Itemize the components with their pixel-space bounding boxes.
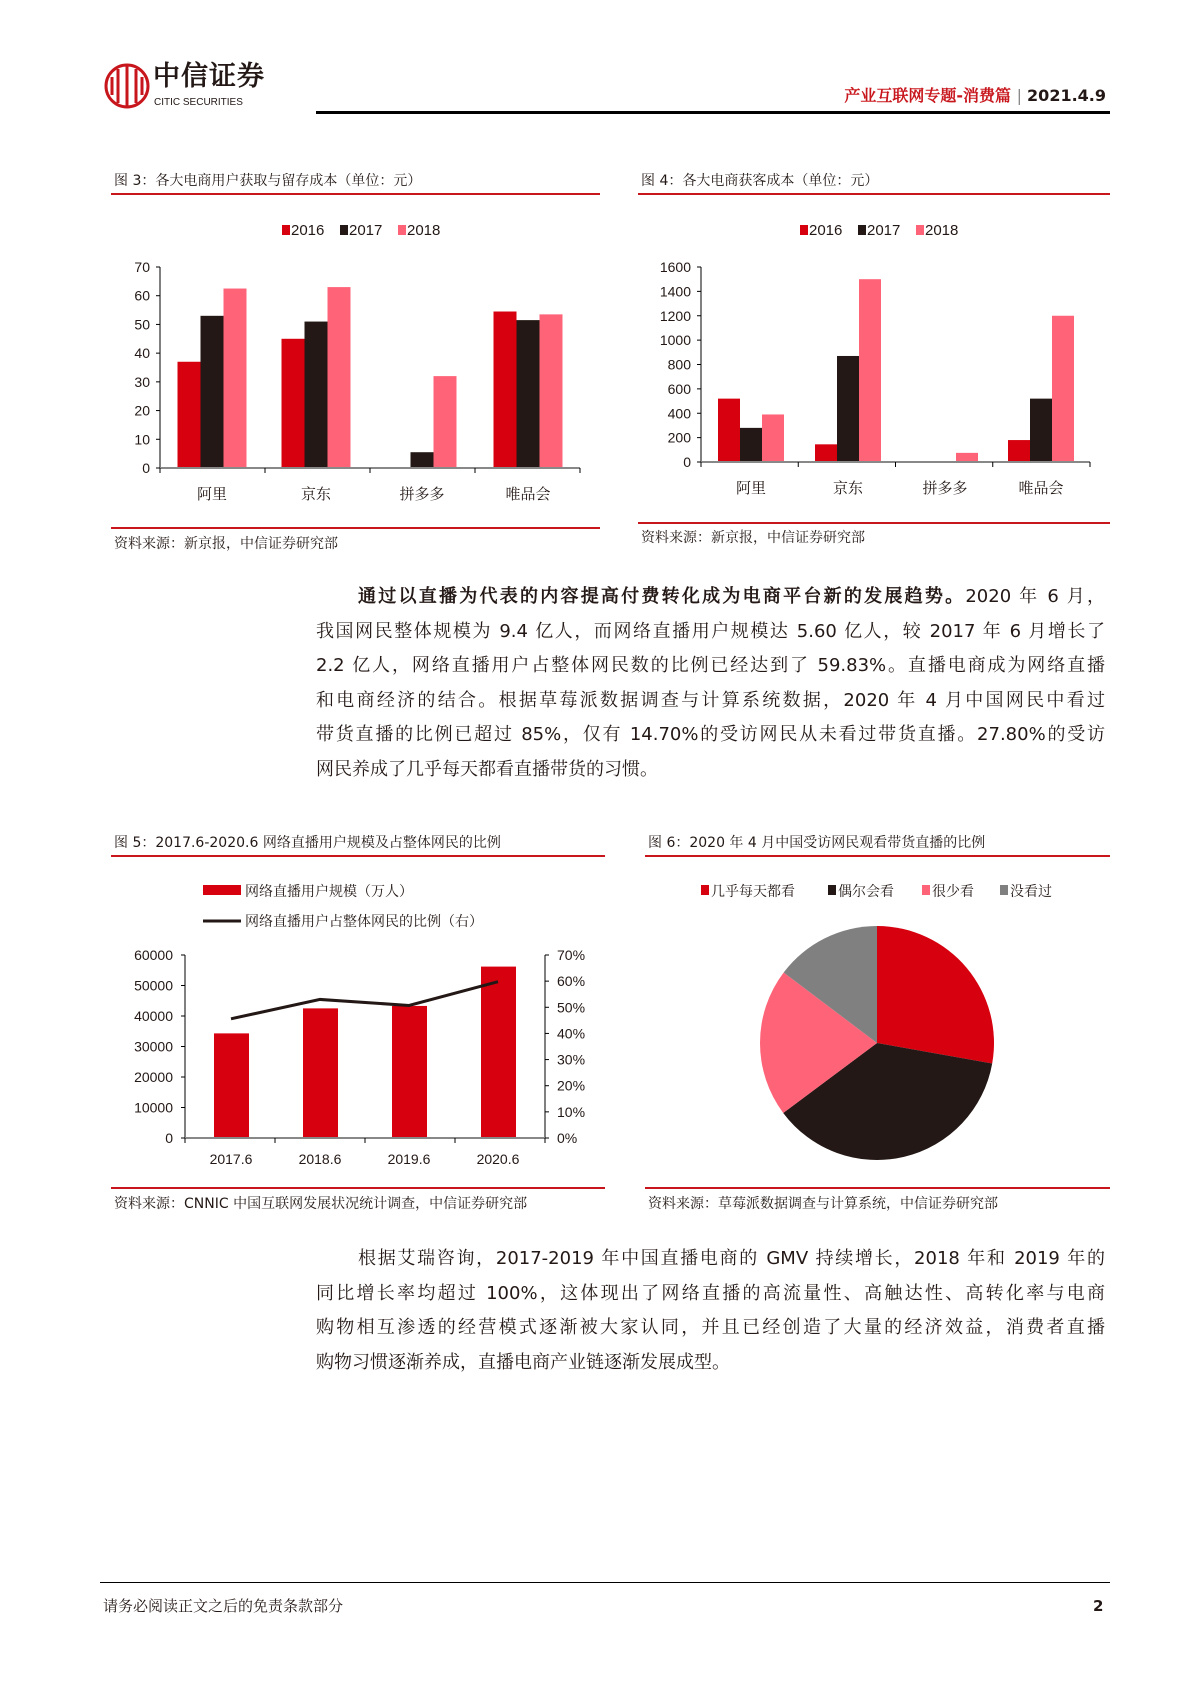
para1-line: 我国网民整体规模为 9.4 亿人，而网络直播用户规模达 5.60 亿人，较 2017 年 6 月增长了 bbox=[316, 620, 1105, 642]
bar-2018 bbox=[328, 287, 351, 468]
bar-2017 bbox=[934, 461, 956, 462]
fig5-title: 图 5：2017.6-2020.6 网络直播用户规模及占整体网民的比例 bbox=[114, 835, 501, 851]
header-separator: | bbox=[1016, 86, 1028, 105]
paragraph-2 bbox=[316, 1242, 1105, 1380]
bar-2017 bbox=[411, 452, 434, 468]
bar-2018 bbox=[224, 289, 247, 468]
pie-slice-偶尔会看 bbox=[783, 1043, 992, 1160]
para1-line: 2.2 亿人，网络直播用户占整体网民数的比例已经达到了 59.83%。直播电商成为网络直播 bbox=[316, 655, 1105, 676]
legend-swatch-2017 bbox=[340, 225, 348, 235]
bar-2018 bbox=[1052, 316, 1074, 462]
y-tick-label: 20000 bbox=[134, 1069, 173, 1085]
legend-label: 几乎每天都看 bbox=[711, 883, 795, 899]
y-tick-label: 70 bbox=[134, 259, 150, 275]
paragraph-1 bbox=[316, 580, 1105, 787]
x-category-label: 2020.6 bbox=[476, 1151, 520, 1167]
y-tick-label: 30000 bbox=[134, 1038, 173, 1055]
para2-line: 同比增长率均超过 100%，这体现出了网络直播的高流量性、高触达性、高转化率与电商 bbox=[316, 1282, 1105, 1304]
x-category-label: 京东 bbox=[832, 480, 864, 497]
y-tick-label: 400 bbox=[667, 405, 691, 422]
x-category-label: 2018.6 bbox=[298, 1151, 342, 1167]
bar-2018 bbox=[859, 279, 881, 462]
legend-label: 2018 bbox=[407, 222, 441, 239]
legend-label: 2018 bbox=[925, 222, 959, 239]
y-tick-label: 0 bbox=[165, 1130, 173, 1146]
para1-line: 和电商经济的结合。根据草莓派数据调查与计算系统数据，2020 年 4 月中国网民中看过 bbox=[316, 689, 1105, 711]
legend-label: 2016 bbox=[291, 222, 325, 239]
fig4-source: 资料来源：新京报，中信证券研究部 bbox=[641, 530, 865, 546]
fig6-source-rule bbox=[645, 1187, 1110, 1189]
bar-2016 bbox=[494, 312, 517, 468]
legend-label: 很少看 bbox=[932, 883, 974, 899]
legend-swatch-bar bbox=[203, 885, 241, 895]
footer-divider bbox=[100, 1582, 1110, 1583]
legend-swatch-2016 bbox=[800, 225, 808, 235]
legend-label: 2017 bbox=[349, 222, 383, 239]
legend-swatch bbox=[922, 885, 930, 895]
bar-2016 bbox=[1008, 440, 1030, 462]
logo-english: CITIC SECURITIES bbox=[154, 97, 243, 108]
bar-user-scale bbox=[303, 1008, 338, 1138]
y2-tick-label: 60% bbox=[557, 973, 586, 990]
legend-label: 2017 bbox=[867, 222, 901, 239]
bar-2018 bbox=[762, 414, 784, 462]
y-tick-label: 40 bbox=[134, 345, 150, 362]
para1-line bbox=[316, 580, 1105, 615]
y-tick-label: 60 bbox=[134, 287, 150, 304]
y-tick-label: 1000 bbox=[659, 332, 691, 349]
bar-2018 bbox=[540, 314, 563, 468]
y-tick-label: 40000 bbox=[134, 1008, 173, 1024]
y-tick-label: 10000 bbox=[134, 1099, 173, 1116]
fig3-rule bbox=[111, 193, 600, 195]
legend-swatch bbox=[1000, 885, 1008, 895]
footer-disclaimer: 请务必阅读正文之后的免责条款部分 bbox=[103, 1597, 344, 1615]
fig4-title: 图 4：各大电商获客成本（单位：元） bbox=[641, 173, 879, 189]
y2-tick-label: 50% bbox=[557, 999, 586, 1016]
y2-tick-label: 30% bbox=[557, 1051, 586, 1068]
fig5-source-rule bbox=[111, 1187, 605, 1189]
para1-lead: 通过以直播为代表的内容提高付费转化成为电商平台新的发展趋势。 bbox=[358, 586, 966, 607]
citic-logo-icon bbox=[104, 63, 150, 109]
para1-line: 网民养成了几乎每天都看直播带货的习惯。 bbox=[316, 758, 658, 780]
x-category-label: 唯品会 bbox=[505, 486, 551, 503]
legend-swatch-2018 bbox=[916, 225, 924, 235]
legend-swatch-2017 bbox=[858, 225, 866, 235]
y-tick-label: 0 bbox=[142, 460, 150, 476]
legend-label: 2016 bbox=[809, 222, 843, 239]
y2-tick-label: 40% bbox=[557, 1025, 586, 1042]
report-title: 产业互联网专题-消费篇 bbox=[844, 86, 1011, 105]
fig6-title: 图 6：2020 年 4 月中国受访网民观看带货直播的比例 bbox=[648, 835, 986, 851]
x-category-label: 阿里 bbox=[735, 480, 767, 497]
bar-2017 bbox=[305, 322, 328, 468]
bar-user-scale bbox=[481, 967, 516, 1138]
y-tick-label: 1600 bbox=[659, 259, 691, 275]
y-tick-label: 600 bbox=[667, 380, 691, 397]
fig4-rule bbox=[638, 193, 1110, 195]
pie-slice-没看过 bbox=[784, 926, 877, 1043]
fig6-source: 资料来源：草莓派数据调查与计算系统，中信证券研究部 bbox=[648, 1196, 998, 1212]
bar-2017 bbox=[837, 356, 859, 462]
y-tick-label: 20 bbox=[134, 402, 150, 419]
x-category-label: 拼多多 bbox=[399, 486, 445, 503]
bar-2017 bbox=[740, 428, 762, 462]
para2-line: 购物习惯逐渐养成，直播电商产业链逐渐发展成型。 bbox=[316, 1351, 730, 1373]
y2-tick-label: 20% bbox=[557, 1077, 586, 1094]
bar-2016 bbox=[815, 444, 837, 462]
legend-label: 网络直播用户占整体网民的比例（右） bbox=[245, 913, 483, 929]
fig3-title: 图 3：各大电商用户获取与留存成本（单位：元） bbox=[114, 173, 422, 189]
y-tick-label: 800 bbox=[667, 356, 691, 373]
line-share bbox=[231, 982, 498, 1019]
y-tick-label: 10 bbox=[134, 431, 150, 448]
para1-line-text: 2020 年 6 月， bbox=[965, 586, 1105, 607]
x-category-label: 拼多多 bbox=[922, 480, 968, 497]
fig6-rule bbox=[645, 855, 1110, 857]
bar-2017 bbox=[1030, 399, 1052, 462]
pie-slice-几乎每天都看 bbox=[877, 926, 994, 1063]
bar-2016 bbox=[178, 362, 201, 468]
y2-tick-label: 10% bbox=[557, 1103, 586, 1120]
x-category-label: 唯品会 bbox=[1018, 480, 1064, 497]
y-tick-label: 1200 bbox=[659, 307, 691, 324]
bar-2017 bbox=[517, 320, 540, 468]
bar-user-scale bbox=[392, 1006, 427, 1138]
para2-line: 根据艾瑞咨询，2017-2019 年中国直播电商的 GMV 持续增长，2018 年和 2019 年的 bbox=[358, 1248, 1105, 1269]
fig3-source: 资料来源：新京报，中信证券研究部 bbox=[114, 536, 338, 552]
y-tick-label: 1400 bbox=[659, 283, 691, 300]
y-tick-label: 50000 bbox=[134, 977, 173, 994]
y2-tick-label: 0% bbox=[557, 1130, 578, 1146]
bar-2018 bbox=[956, 453, 978, 462]
bar-2016 bbox=[718, 399, 740, 462]
y-tick-label: 30 bbox=[134, 373, 150, 390]
y-tick-label: 60000 bbox=[134, 947, 173, 963]
logo-chinese: 中信证券 bbox=[153, 61, 265, 92]
x-category-label: 2019.6 bbox=[387, 1151, 431, 1167]
bar-2017 bbox=[201, 316, 224, 468]
legend-label: 偶尔会看 bbox=[838, 883, 894, 899]
fig5-source: 资料来源：CNNIC 中国互联网发展状况统计调查，中信证券研究部 bbox=[114, 1196, 528, 1212]
bar-2016 bbox=[282, 339, 305, 468]
page-number: 2 bbox=[1093, 1597, 1104, 1615]
y-tick-label: 200 bbox=[667, 429, 691, 446]
y-tick-label: 0 bbox=[683, 454, 691, 470]
fig5-rule bbox=[111, 855, 605, 857]
legend-swatch bbox=[701, 885, 709, 895]
y-tick-label: 50 bbox=[134, 316, 150, 333]
legend-label: 网络直播用户规模（万人） bbox=[245, 883, 413, 899]
legend-swatch-2018 bbox=[398, 225, 406, 235]
x-category-label: 2017.6 bbox=[209, 1151, 253, 1167]
legend-swatch-2016 bbox=[282, 225, 290, 235]
y2-tick-label: 70% bbox=[557, 947, 586, 963]
fig3-source-rule bbox=[111, 527, 600, 529]
header-divider bbox=[316, 111, 1110, 114]
para2-line: 购物相互渗透的经营模式逐渐被大家认同，并且已经创造了大量的经济效益，消费者直播 bbox=[316, 1317, 1105, 1338]
x-category-label: 京东 bbox=[300, 486, 332, 503]
legend-label: 没看过 bbox=[1010, 883, 1052, 899]
report-header bbox=[844, 86, 1106, 106]
fig4-source-rule bbox=[638, 522, 1110, 524]
report-date: 2021.4.9 bbox=[1027, 86, 1106, 105]
bar-2018 bbox=[434, 376, 457, 468]
pie-slice-很少看 bbox=[760, 972, 877, 1112]
bar-user-scale bbox=[214, 1033, 249, 1138]
legend-swatch bbox=[828, 885, 836, 895]
x-category-label: 阿里 bbox=[196, 486, 228, 503]
para1-line: 带货直播的比例已超过 85%，仅有 14.70%的受访网民从未看过带货直播。27.80%的受访 bbox=[316, 724, 1105, 745]
